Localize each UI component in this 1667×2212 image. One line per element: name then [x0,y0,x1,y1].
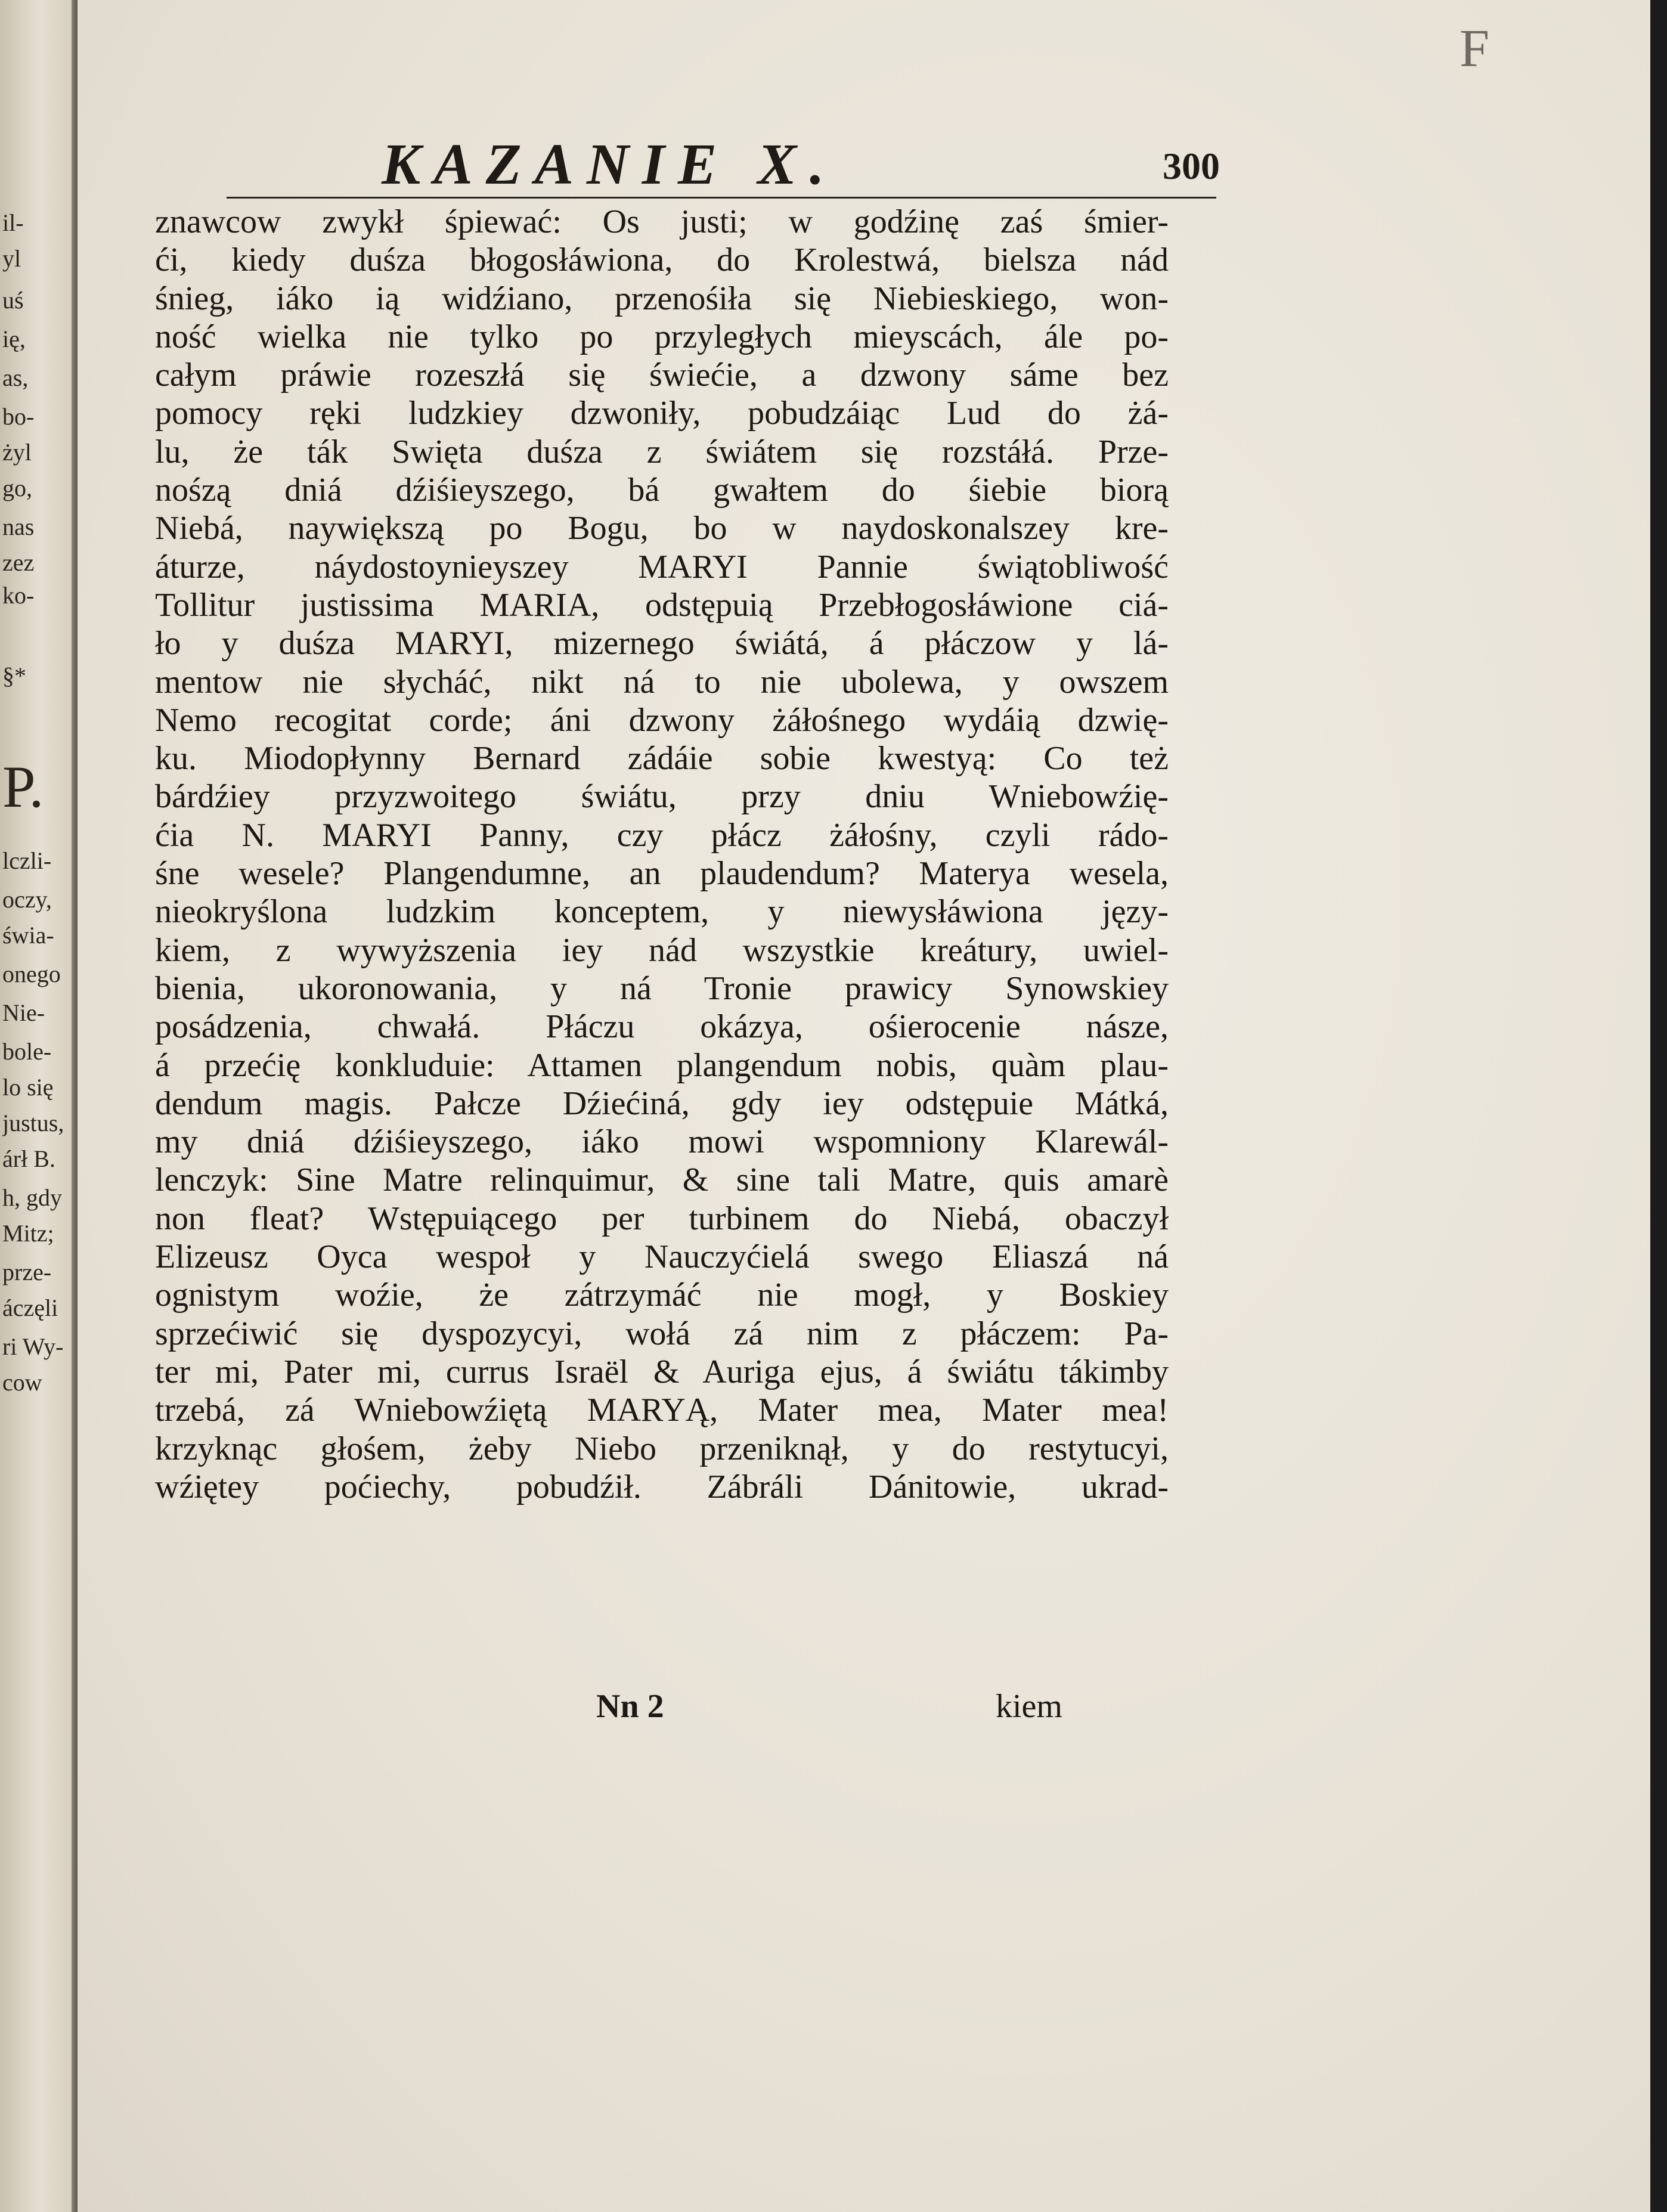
text-line: ku. Miodopłynny Bernard zádáie sobie kwestyą: Co też [155,740,1169,777]
facing-page-fragment: onego [2,961,61,987]
text-line: Tollitur justissima MARIA, odstępuią Przebłogosłáwione ciá- [155,586,1169,624]
text-line: znawcow zwykł śpiewać: Os justi; w godźinę zaś śmier- [155,203,1169,240]
corner-mark: F [1460,19,1490,78]
signature-mark: Nn 2 [596,1688,664,1725]
facing-page-fragment: yl [2,245,21,272]
text-line: á przećię konkluduie: Attamen plangendum nobis, quàm plau- [155,1046,1169,1084]
text-line: ność wielka nie tylko po przyległych mieyscách, ále po- [155,318,1169,355]
text-line: lenczyk: Sine Matre relinquimur, & sine tali Matre, quis amarè [155,1161,1169,1199]
facing-page-fragment: lo się [2,1074,54,1101]
facing-page-fragment: bole- [2,1038,52,1065]
facing-page-strip [0,0,72,2212]
text-line: Nemo recogitat corde; áni dzwony żáłośnego wydáią dzwię- [155,701,1169,739]
text-line: krzyknąc głośem, żeby Niebo przeniknął, y do restytucyi, [155,1430,1169,1467]
book-page [78,0,1659,2212]
facing-page-fragment: árł B. [2,1145,55,1172]
facing-page-fragment: cow [2,1369,42,1396]
facing-page-fragment: zez [2,549,35,576]
text-line: pomocy ręki ludzkiey dzwoniły, pobudzáiąc Lud do żá- [155,395,1169,432]
text-line: ćia N. MARYI Panny, czy płácz żáłośny, czyli rádo- [155,816,1169,854]
text-line: śne wesele? Plangendumne, an plaudendum? Materya wesela, [155,855,1169,893]
text-line: ći, kiedy duśza błogosłáwiona, do Krolestwá, bielsza nád [155,241,1169,279]
facing-page-fragment: świa- [2,922,54,949]
facing-page-fragment: as, [2,364,29,391]
facing-page-fragment: áczęli [2,1294,58,1321]
facing-page-fragment: ko- [2,582,35,609]
text-line: sprzećiwić się dyspozycyi, wołá zá nim z płáczem: Pa- [155,1315,1169,1352]
facing-page-fragment: bo- [2,403,35,430]
text-line: trzebá, zá Wniebowźiętą MARYĄ, Mater mea, Mater mea! [155,1392,1169,1429]
facing-page-fragment: Nie- [2,999,45,1026]
facing-page-fragment: Mitz; [2,1220,54,1247]
facing-page-fragment: uś [2,287,24,314]
running-title: KAZANIE X. [382,132,838,197]
page-edge-shadow [1650,0,1659,2212]
facing-page-fragment: justus, [2,1110,64,1136]
text-line: mentow nie słycháć, nikt ná to nie ubolewa, y owszem [155,663,1169,701]
facing-page-fragment: nas [2,513,35,540]
text-line: bienia, ukoronowania, y ná Tronie prawicy Synowskiey [155,969,1169,1007]
text-line: posádzenia, chwałá. Płáczu okázya, ośierocenie násze, [155,1008,1169,1046]
catchword: kiem [996,1688,1062,1725]
facing-page-fragment: go, [2,475,32,501]
text-line: áturze, náydostoynieyszey MARYI Pannie świątobliwość [155,548,1169,585]
text-line: nośzą dniá dźiśieyszego, bá gwałtem do śiebie biorą [155,472,1169,509]
facing-page-fragment: §* [2,662,26,689]
text-line: dendum magis. Pałcze Dźiećiná, gdy iey odstępuie Mátká, [155,1085,1169,1122]
text-line: ter mi, Pater mi, currus Israël & Auriga ejus, á świátu tákimby [155,1353,1169,1390]
text-line: nieokryślona ludzkim konceptem, y niewysłáwiona języ- [155,893,1169,931]
facing-page-fragment: P. [2,754,44,820]
text-line: non fleat? Wstępuiącego per turbinem do Niebá, obaczył [155,1200,1169,1237]
text-line: całym práwie rozeszłá się świećie, a dzwony sáme bez [155,357,1169,394]
facing-page-fragment: lczli- [2,847,52,874]
body-text [155,203,1169,1506]
facing-page-fragment: oczy, [2,886,52,913]
facing-page-fragment: ri Wy- [2,1333,64,1360]
text-line: Niebá, naywiększą po Bogu, bo w naydoskonalszey kre- [155,510,1169,547]
text-line: ło y duśza MARYI, mizernego świátá, á płáczow y lá- [155,625,1169,662]
header-rule [227,197,1216,199]
text-line: lu, że ták Swięta duśza z świátem się rozstáłá. Prze- [155,433,1169,470]
facing-page-fragment: ię, [2,326,26,352]
text-line: bárdźiey przyzwoitego świátu, przy dniu Wniebowźię- [155,778,1169,816]
book-gutter [72,0,78,2212]
text-line: ognistym woźie, że zátrzymáć nie mogł, y Boskiey [155,1277,1169,1314]
text-line: śnieg, iáko ią widźiano, przenośiła się Niebieskiego, won- [155,280,1169,317]
facing-page-fragment: h, gdy [2,1184,62,1211]
text-line: wźiętey poćiechy, pobudźił. Zábráli Dánitowie, ukrad- [155,1468,1169,1505]
text-line: kiem, z wywyższenia iey nád wszystkie kreátury, uwiel- [155,931,1169,969]
page-number: 300 [1163,145,1220,187]
text-line: my dniá dźiśieyszego, iáko mowi wspomniony Klarewál- [155,1123,1169,1161]
facing-page-fragment: il- [2,209,24,236]
facing-page-fragment: żyl [2,439,32,466]
facing-page-fragment: prze- [2,1259,52,1285]
text-line: Elizeusz Oyca wespoł y Nauczyćielá swego Eliaszá ná [155,1238,1169,1276]
